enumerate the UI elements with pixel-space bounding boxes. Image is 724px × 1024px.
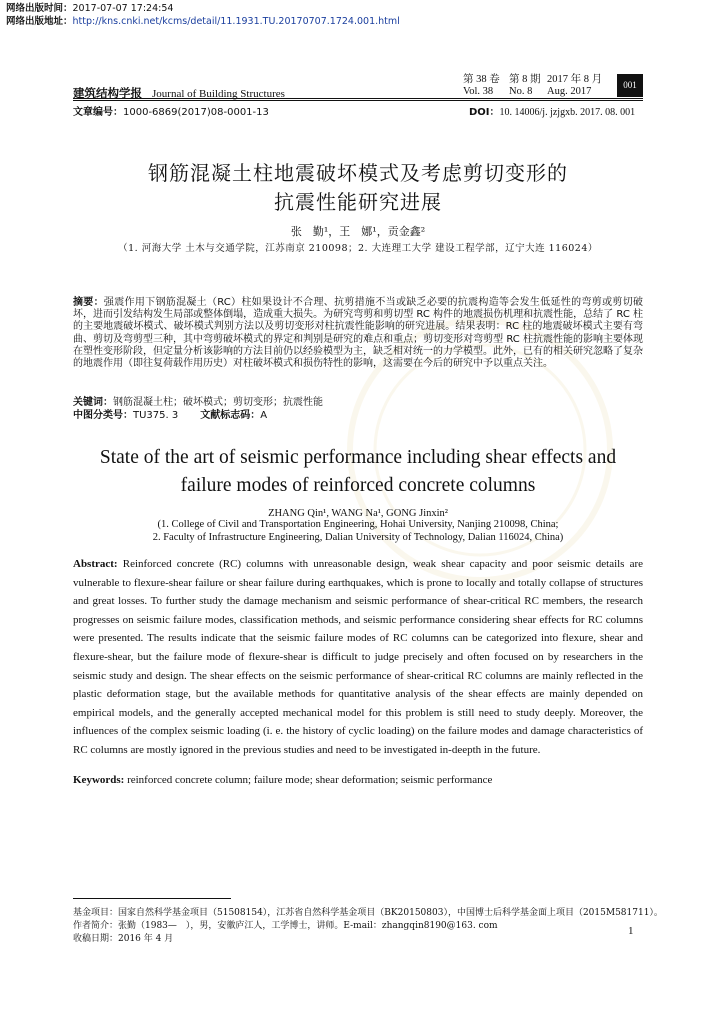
title-cn-line1: 钢筋混凝土柱地震破坏模式及考虑剪切变形的 xyxy=(148,161,568,185)
doc-code-value: A xyxy=(260,410,268,421)
title-cn-line2: 抗震性能研究进展 xyxy=(274,190,442,214)
authors-cn: 张 勤¹，王 娜¹，贡金鑫² xyxy=(290,225,426,238)
keywords-cn-label: 关键词： xyxy=(73,397,113,408)
journal-issue xyxy=(463,74,602,98)
header-rule-thick xyxy=(73,98,643,99)
title-en-line2: failure modes of reinforced concrete columns xyxy=(180,475,536,496)
page-number: 1 xyxy=(628,925,634,937)
affiliation-en-line1: (1. College of Civil and Transportation Engineering, Hohai University, Nanjing 210098, China; xyxy=(157,519,559,530)
header-rule-thin xyxy=(73,100,643,101)
journal-name-en: Journal of Building Structures xyxy=(152,88,285,100)
date-en: Aug. 2017 xyxy=(547,86,592,97)
clc-label: 中图分类号： xyxy=(73,410,133,421)
authors-en: ZHANG Qin¹, WANG Na¹, GONG Jinxin² xyxy=(268,508,448,519)
keywords-en xyxy=(73,774,492,786)
footnote-received: 收稿日期：2016 年 4 月 xyxy=(73,934,174,944)
doc-code-label: 文献标志码： xyxy=(200,410,261,421)
online-publish-time-value: 2017-07-07 17:24:54 xyxy=(72,3,174,14)
footnote-rule xyxy=(73,898,231,899)
abstract-en-text: Reinforced concrete (RC) columns with unreasonable design, weak shear capacity and poor seismic details are vulnerable to flexure-shear failure or shear failure during earthquakes, which is prone to locally and totally collapse of structures and great losses. To further study the damage mechanism and seismic performance of shear-critical RC members, the research progresses on seismic failure modes, classification methods, and seismic performance considering shear effects for RC columns were presented. The results indicate that the seismic failure modes of RC columns can be categorized into flexure, shear and flexure-shear, but the failure mode of flexure-shear is difficult to judge precisely and often focused on by researchers in the seismic study and design. The shear effects on the seismic performance of shear-critical RC columns are mainly reflected in the plastic deformation stage, but the available methods for quantitative analysis of the shear effects are mainly depended on empirical models, and the generally accepted mechanical model for this problem is still need to study deeply. Moreover, the influences of the complex seismic loading (i. e. the history of cyclic loading) on the failure modes and damage characteristics of RC columns are mostly ignored in the previous studies and need to be investigated in-deepth in the future. xyxy=(73,558,644,756)
article-number-label: 文章编号： xyxy=(73,107,123,118)
journal-name-cn: 建筑结构学报 xyxy=(73,86,142,100)
online-publish-url[interactable]: http://kns.cnki.net/kcms/detail/11.1931.TU.20170707.1724.001.html xyxy=(72,16,400,27)
keywords-cn-text: 钢筋混凝土柱；破坏模式；剪切变形；抗震性能 xyxy=(113,397,323,408)
footnote-fund: 基金项目：国家自然科学基金项目（51508154），江苏省自然科学基金项目（BK20150803），中国博士后科学基金面上项目（2015M581711）。 xyxy=(73,908,663,918)
page-code-badge: 001 xyxy=(617,74,643,97)
article-number-value: 1000-6869(2017)08-0001-13 xyxy=(123,107,269,118)
volume-cn: 第 38 卷 xyxy=(463,74,500,85)
online-publish-time-label: 网络出版时间： xyxy=(6,3,73,14)
issue-en: No. 8 xyxy=(509,86,533,97)
affiliation-cn: （1. 河海大学 土木与交通学院，江苏南京 210098；2. 大连理工大学 建设工程学部，辽宁大连 116024） xyxy=(118,243,598,254)
clc-value: TU375. 3 xyxy=(133,410,179,421)
online-publish-time xyxy=(6,2,173,15)
abstract-en xyxy=(73,555,643,760)
doi xyxy=(469,103,635,118)
keywords-en-text: reinforced concrete column; failure mode; shear deformation; seismic performance xyxy=(127,774,493,786)
abstract-cn-label: 摘要： xyxy=(73,297,104,308)
date-cn: 2017 年 8 月 xyxy=(547,74,603,85)
online-publish-address-label: 网络出版地址： xyxy=(6,16,73,27)
issue-cn: 第 8 期 xyxy=(509,74,541,85)
online-publish-address xyxy=(6,15,400,28)
abstract-en-label: Abstract: xyxy=(73,558,118,570)
article-number xyxy=(73,103,269,118)
doi-label: DOI： xyxy=(469,107,500,118)
classification-cn xyxy=(73,406,267,421)
volume-en: Vol. 38 xyxy=(463,86,494,97)
keywords-en-label: Keywords: xyxy=(73,774,125,786)
abstract-cn-text: 强震作用下钢筋混凝土（RC）柱如果设计不合理、抗剪措施不当或缺乏必要的抗震构造等会发生低延性的弯剪或剪切破坏，进而引发结构发生局部或整体倒塌，造成重大损失。为研究弯剪和剪切型 RC 构件的地震损伤机理和抗震性能，总结了 RC 柱的主要地震破坏模式、破坏模式判别方法以及剪切变形对柱抗震性能影响的研究进展。结果表明：RC 柱的地震破坏模式主要有弯曲、剪切及弯剪型三种，其中弯剪破坏模式的界定和判别是研究的难点和重点；剪切变形对弯剪型 RC 柱抗震性能的影响主要体现在塑性变形阶段，但定量分析该影响的方法目前仍以经验模型为主，缺乏相对统一的力学模型。此外，已有的相关研究忽略了复杂的地震作用（即往复荷载作用历史）对柱破坏模式和损伤特性的影响，这需要在今后的研究中予以重点关注。 xyxy=(73,297,643,370)
footnote-author: 作者简介：张勤（1983— ），男，安徽庐江人，工学博士，讲师。E-mail：zhangqin8190@163. com xyxy=(73,921,498,931)
doi-value: 10. 14006/j. jzjgxb. 2017. 08. 001 xyxy=(499,107,636,118)
abstract-cn xyxy=(73,297,643,370)
affiliation-en-line2: 2. Faculty of Infrastructure Engineering, Dalian University of Technology, Dalian 116024, China) xyxy=(152,532,564,543)
title-en-line1: State of the art of seismic performance including shear effects and xyxy=(99,447,617,468)
